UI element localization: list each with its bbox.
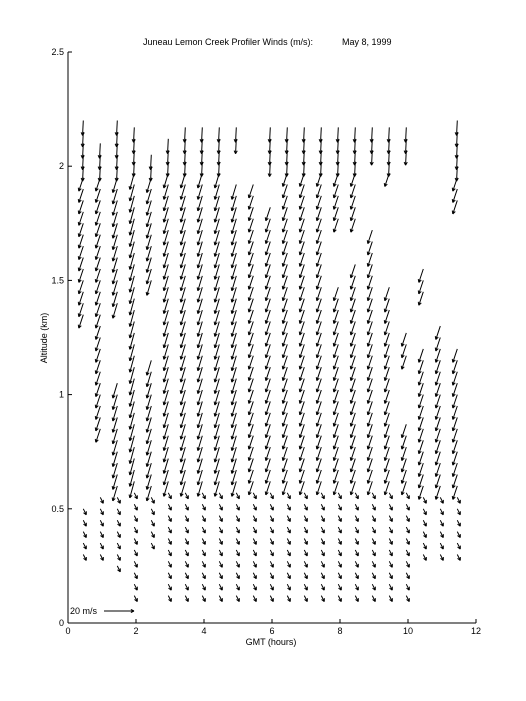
scale-reference (70, 606, 134, 616)
wind-arrow (452, 349, 457, 363)
wind-arrow (168, 504, 171, 510)
wind-arrow (270, 516, 273, 522)
wind-arrow (355, 584, 358, 590)
wind-arrow (253, 516, 256, 522)
wind-arrow (151, 520, 154, 526)
wind-arrow (321, 573, 324, 579)
wind-arrow (168, 527, 171, 533)
wind-arrow (372, 493, 375, 499)
wind-arrow (389, 573, 392, 579)
wind-arrow (253, 596, 256, 602)
wind-arrow (304, 504, 307, 510)
x-tick-label: 8 (337, 626, 343, 636)
wind-arrow (406, 493, 409, 499)
wind-arrow (389, 596, 392, 602)
wind-arrow (304, 573, 307, 579)
wind-arrow (185, 493, 188, 499)
wind-arrow (202, 493, 205, 499)
wind-arrow (304, 584, 307, 590)
wind-arrow (236, 516, 239, 522)
wind-arrow (117, 566, 120, 572)
wind-arrow (440, 509, 443, 515)
y-tick-label: 2.5 (51, 47, 64, 57)
wind-arrow (440, 497, 443, 503)
wind-arrow (338, 596, 341, 602)
y-tick-label: 2 (58, 161, 64, 172)
wind-arrow (236, 561, 239, 567)
wind-arrow (185, 504, 188, 510)
wind-arrow (83, 520, 86, 526)
wind-arrow (338, 538, 341, 544)
wind-arrow (440, 554, 443, 560)
wind-arrow (253, 584, 256, 590)
wind-arrow (117, 543, 120, 549)
wind-arrow (406, 504, 409, 510)
x-tick-label: 6 (269, 626, 275, 636)
wind-arrow (423, 543, 426, 549)
chart-title: Juneau Lemon Creek Profiler Winds (m/s): (143, 37, 314, 47)
wind-arrow (265, 207, 270, 221)
wind-arrow (401, 333, 406, 347)
wind-arrow (372, 550, 375, 556)
wind-arrow (384, 287, 389, 301)
wind-arrow (151, 532, 154, 538)
wind-arrow (100, 497, 103, 503)
wind-arrow (455, 121, 458, 136)
wind-arrow (134, 504, 137, 510)
wind-arrow (418, 349, 423, 363)
wind-arrow (304, 596, 307, 602)
y-axis-title: Altitude (km) (39, 312, 49, 364)
wind-arrow (132, 127, 135, 142)
wind-arrow (423, 532, 426, 538)
wind-arrow (202, 596, 205, 602)
wind-arrow (134, 596, 137, 602)
wind-arrow (338, 516, 341, 522)
wind-arrow (457, 509, 460, 515)
wind-arrow (236, 504, 239, 510)
wind-arrow (83, 554, 86, 560)
wind-arrow (134, 584, 137, 590)
wind-arrow (372, 561, 375, 567)
wind-arrow (270, 550, 273, 556)
wind-arrow (185, 527, 188, 533)
wind-arrow (268, 127, 271, 142)
wind-arrow (440, 532, 443, 538)
wind-arrow (117, 554, 120, 560)
wind-arrow (219, 596, 222, 602)
wind-arrow (219, 538, 222, 544)
wind-arrow (457, 543, 460, 549)
wind-arrow (406, 573, 409, 579)
wind-arrow (372, 516, 375, 522)
wind-arrow (372, 527, 375, 533)
wind-arrow (234, 127, 237, 142)
wind-arrow (134, 561, 137, 567)
wind-arrow (117, 520, 120, 526)
wind-arrow (236, 527, 239, 533)
x-tick-label: 12 (470, 626, 482, 636)
wind-arrow (304, 561, 307, 567)
wind-arrow (168, 493, 171, 499)
wind-arrow (100, 532, 103, 538)
wind-arrow (304, 527, 307, 533)
wind-arrow (270, 584, 273, 590)
wind-arrow (100, 554, 103, 560)
wind-arrow (83, 532, 86, 538)
wind-arrow (270, 527, 273, 533)
wind-arrow (304, 538, 307, 544)
wind-arrow (236, 493, 239, 499)
wind-arrow (372, 504, 375, 510)
wind-arrow (321, 504, 324, 510)
wind-arrow (355, 596, 358, 602)
wind-arrow (270, 573, 273, 579)
wind-arrow (115, 121, 118, 136)
wind-arrow (406, 527, 409, 533)
wind-arrow (253, 561, 256, 567)
y-tick-label: 1.5 (51, 275, 64, 286)
wind-arrow (372, 596, 375, 602)
wind-arrow (321, 538, 324, 544)
wind-arrow (202, 561, 205, 567)
wind-arrow (406, 596, 409, 602)
wind-arrow (440, 520, 443, 526)
wind-arrow (457, 532, 460, 538)
wind-arrow (134, 516, 137, 522)
wind-arrow (338, 573, 341, 579)
wind-arrow (287, 550, 290, 556)
wind-arrow (333, 287, 338, 301)
wind-arrow (321, 561, 324, 567)
wind-arrow (389, 584, 392, 590)
wind-arrow (372, 573, 375, 579)
wind-arrow (270, 561, 273, 567)
wind-arrow (389, 550, 392, 556)
wind-arrow (236, 584, 239, 590)
wind-arrow (219, 584, 222, 590)
wind-arrow (287, 527, 290, 533)
wind-arrow (457, 520, 460, 526)
wind-arrow (168, 584, 171, 590)
wind-arrow (168, 516, 171, 522)
wind-arrow (253, 550, 256, 556)
wind-arrow (219, 516, 222, 522)
wind-arrow (236, 596, 239, 602)
wind-arrow (253, 538, 256, 544)
axes (51, 47, 481, 636)
wind-arrow (319, 127, 322, 142)
wind-arrow (253, 504, 256, 510)
wind-arrow (168, 561, 171, 567)
wind-arrow (287, 516, 290, 522)
wind-arrow (418, 269, 423, 283)
y-tick-label: 0 (58, 618, 64, 628)
wind-arrow (440, 543, 443, 549)
wind-arrow (183, 127, 186, 142)
wind-arrow (435, 326, 440, 340)
wind-arrow (217, 127, 220, 142)
wind-arrow (134, 493, 137, 499)
wind-arrow (338, 504, 341, 510)
wind-arrow (166, 139, 169, 154)
wind-arrow (287, 596, 290, 602)
x-tick-label: 4 (201, 626, 207, 636)
wind-arrow (355, 527, 358, 533)
wind-arrow (219, 527, 222, 533)
wind-arrow (100, 509, 103, 515)
wind-arrow (248, 184, 253, 198)
wind-arrow (423, 509, 426, 515)
wind-arrow (406, 538, 409, 544)
wind-arrow (423, 520, 426, 526)
y-tick-label: 1 (58, 389, 64, 400)
wind-arrow (219, 493, 222, 499)
wind-arrow (287, 538, 290, 544)
wind-arrow (387, 127, 390, 142)
wind-arrow (287, 573, 290, 579)
wind-arrow (100, 543, 103, 549)
wind-arrow (287, 504, 290, 510)
wind-arrow (185, 596, 188, 602)
wind-arrow (321, 596, 324, 602)
wind-arrow (457, 497, 460, 503)
wind-arrow (285, 127, 288, 142)
wind-arrow (404, 127, 407, 142)
scale-arrow (104, 609, 134, 612)
wind-arrow (151, 497, 154, 503)
wind-arrow (185, 550, 188, 556)
wind-arrow (253, 573, 256, 579)
wind-arrow (355, 493, 358, 499)
scale-label: 20 m/s (70, 606, 98, 616)
wind-arrow (406, 550, 409, 556)
wind-arrow (355, 561, 358, 567)
wind-arrow (406, 584, 409, 590)
wind-arrow (185, 584, 188, 590)
wind-arrow (304, 493, 307, 499)
wind-arrow (370, 127, 373, 142)
wind-arrow (355, 573, 358, 579)
wind-arrow (270, 493, 273, 499)
wind-arrow (336, 127, 339, 142)
wind-arrow (270, 538, 273, 544)
wind-arrow (202, 504, 205, 510)
wind-arrow (219, 561, 222, 567)
wind-arrow (253, 527, 256, 533)
wind-arrow (117, 497, 120, 503)
wind-arrow (423, 497, 426, 503)
wind-arrow (202, 516, 205, 522)
wind-arrow (389, 516, 392, 522)
wind-arrow (151, 509, 154, 515)
wind-arrow (202, 538, 205, 544)
wind-arrow (185, 538, 188, 544)
wind-arrow (321, 550, 324, 556)
wind-arrow (202, 550, 205, 556)
wind-arrow (389, 504, 392, 510)
wind-arrow (100, 520, 103, 526)
wind-arrow (185, 516, 188, 522)
wind-arrow (355, 550, 358, 556)
wind-arrow (202, 527, 205, 533)
wind-arrow (168, 573, 171, 579)
wind-arrow (401, 424, 406, 438)
wind-arrow (81, 121, 84, 136)
wind-arrow (353, 127, 356, 142)
wind-arrow (321, 516, 324, 522)
wind-arrow (355, 504, 358, 510)
wind-arrow (367, 230, 372, 244)
wind-arrow (134, 538, 137, 544)
wind-arrow (185, 573, 188, 579)
x-tick-label: 10 (402, 626, 414, 636)
wind-arrow (389, 527, 392, 533)
wind-arrow (168, 596, 171, 602)
wind-arrow (168, 538, 171, 544)
wind-arrow (270, 596, 273, 602)
wind-arrow (321, 584, 324, 590)
wind-arrow (219, 550, 222, 556)
wind-arrow (200, 127, 203, 142)
wind-arrow (372, 538, 375, 544)
wind-arrow (83, 509, 86, 515)
wind-arrow (355, 516, 358, 522)
wind-arrow (236, 538, 239, 544)
wind-arrow (202, 584, 205, 590)
wind-arrow (98, 143, 101, 158)
wind-arrow (350, 264, 355, 278)
wind-arrow (389, 538, 392, 544)
wind-arrow (338, 550, 341, 556)
wind-arrow (117, 509, 120, 515)
wind-arrow (389, 493, 392, 499)
wind-arrow (355, 538, 358, 544)
x-tick-label: 0 (65, 626, 71, 636)
wind-arrow (117, 532, 120, 538)
wind-arrow (134, 573, 137, 579)
wind-arrow (287, 584, 290, 590)
wind-arrow (185, 561, 188, 567)
wind-arrow (149, 155, 152, 170)
wind-arrow (287, 493, 290, 499)
wind-arrow (338, 493, 341, 499)
wind-arrow (287, 561, 290, 567)
wind-arrow (134, 527, 137, 533)
wind-arrow (219, 573, 222, 579)
wind-arrow (338, 527, 341, 533)
wind-arrow (406, 561, 409, 567)
wind-arrow (202, 573, 205, 579)
wind-arrow (151, 543, 154, 549)
wind-arrow (423, 554, 426, 560)
wind-arrow (270, 504, 273, 510)
x-tick-label: 2 (133, 626, 139, 636)
x-axis-title: GMT (hours) (245, 637, 297, 647)
wind-arrow (304, 516, 307, 522)
wind-arrow (236, 550, 239, 556)
wind-arrow (83, 543, 86, 549)
wind-arrow (304, 550, 307, 556)
wind-arrow (168, 550, 171, 556)
wind-arrow (134, 550, 137, 556)
wind-arrow (338, 561, 341, 567)
wind-arrow (219, 504, 222, 510)
wind-arrow (321, 493, 324, 499)
wind-arrow (406, 516, 409, 522)
wind-arrows (78, 121, 460, 602)
wind-arrow (338, 584, 341, 590)
y-tick-label: 0.5 (51, 503, 64, 514)
wind-arrow (457, 554, 460, 560)
wind-arrow (253, 493, 256, 499)
wind-arrow (302, 127, 305, 142)
wind-arrow (389, 561, 392, 567)
wind-arrow (372, 584, 375, 590)
wind-arrow (321, 527, 324, 533)
wind-arrow (236, 573, 239, 579)
chart-date: May 8, 1999 (342, 37, 392, 47)
